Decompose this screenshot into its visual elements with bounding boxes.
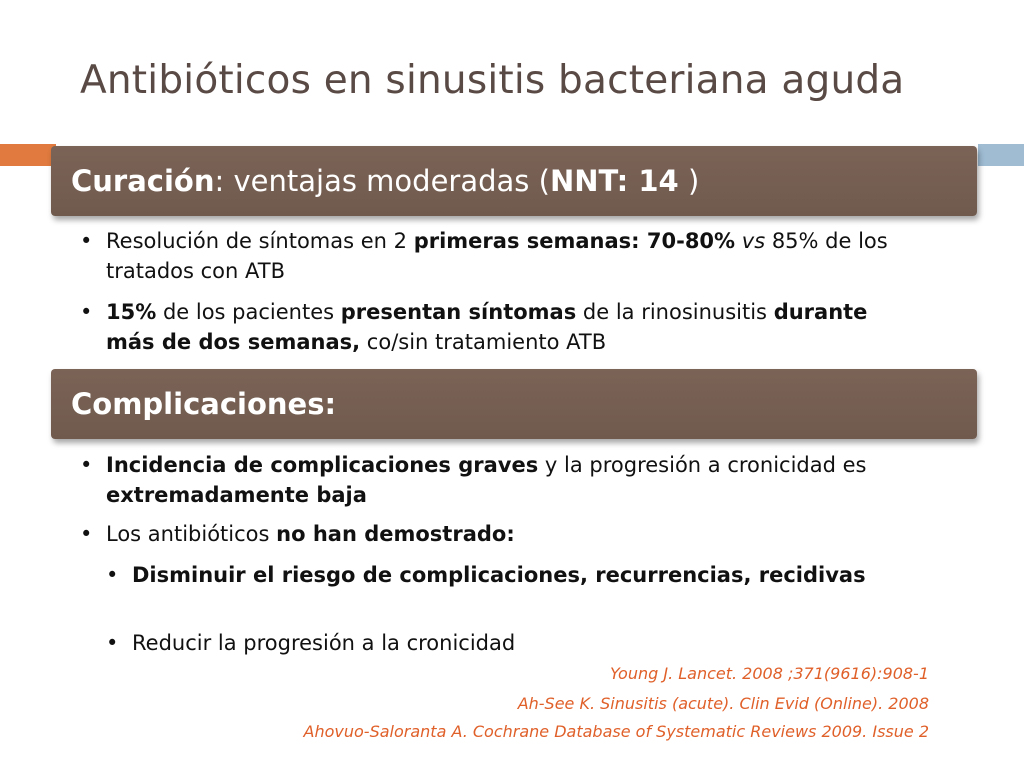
heading-text: : ventajas moderadas ( [214, 164, 550, 198]
bullet-bold: durante más de dos semanas, [106, 300, 868, 354]
bullet-15-percent [80, 297, 916, 357]
bullet-bold: no han demostrado: [276, 522, 515, 546]
heading-nnt: NNT: 14 [549, 164, 679, 198]
bullet-dot: • [80, 453, 93, 477]
heading-bold: Curación [71, 164, 215, 198]
accent-bar-right [978, 144, 1024, 166]
bullet-bold: primeras semanas: 70-80% [413, 229, 736, 253]
bullet-dot: • [80, 522, 93, 546]
bullet-text: de los pacientes [156, 300, 341, 324]
slide-title: Antibióticos en sinusitis bacteriana aguda [80, 58, 905, 103]
bullet-text: Los antibióticos [106, 522, 277, 546]
bullet-text: Reducir la progresión a la cronicidad [132, 631, 516, 655]
bullet-bold: 15% [106, 300, 157, 324]
bullet-bold: Incidencia de complicaciones graves [106, 453, 539, 477]
heading-complicaciones: Complicaciones: [71, 387, 337, 421]
sub-bullet-reducir [106, 628, 912, 658]
reference-young: Young J. Lancet. 2008 ;371(9616):908-1 [610, 664, 929, 683]
reference-ah-see: Ah-See K. Sinusitis (acute). Clin Evid (Online). 2008 [517, 694, 929, 713]
bullet-text: y la progresión a cronicidad es [538, 453, 867, 477]
bullet-text: co/sin tratamiento ATB [360, 330, 607, 354]
bullet-resolucion [80, 226, 916, 286]
bullet-dot: • [106, 631, 119, 655]
heading-end: ) [678, 164, 700, 198]
sub-bullet-disminuir [106, 560, 912, 590]
bullet-incidencia [80, 450, 916, 510]
bullet-text: Resolución de síntomas en 2 [106, 229, 414, 253]
bullet-bold: extremadamente baja [106, 483, 367, 507]
bullet-dot: • [80, 300, 93, 324]
bullet-bold: presentan síntomas [340, 300, 577, 324]
bullet-text: 85% de los tratados con ATB [106, 229, 888, 283]
bullet-bold: Disminuir el riesgo de complicaciones, recurrencias, recidivas [132, 563, 866, 587]
bullet-text: de la rinosinusitis [576, 300, 774, 324]
section-heading-complicaciones [51, 369, 977, 439]
reference-ahovuo: Ahovuo-Saloranta A. Cochrane Database of Systematic Reviews 2009. Issue 2 [303, 722, 929, 741]
bullet-dot: • [80, 229, 93, 253]
bullet-antibioticos [80, 519, 916, 549]
section-heading-curacion [51, 146, 977, 216]
bullet-dot: • [106, 563, 119, 587]
bullet-italic: vs [735, 229, 766, 253]
accent-bar-left [0, 144, 56, 166]
